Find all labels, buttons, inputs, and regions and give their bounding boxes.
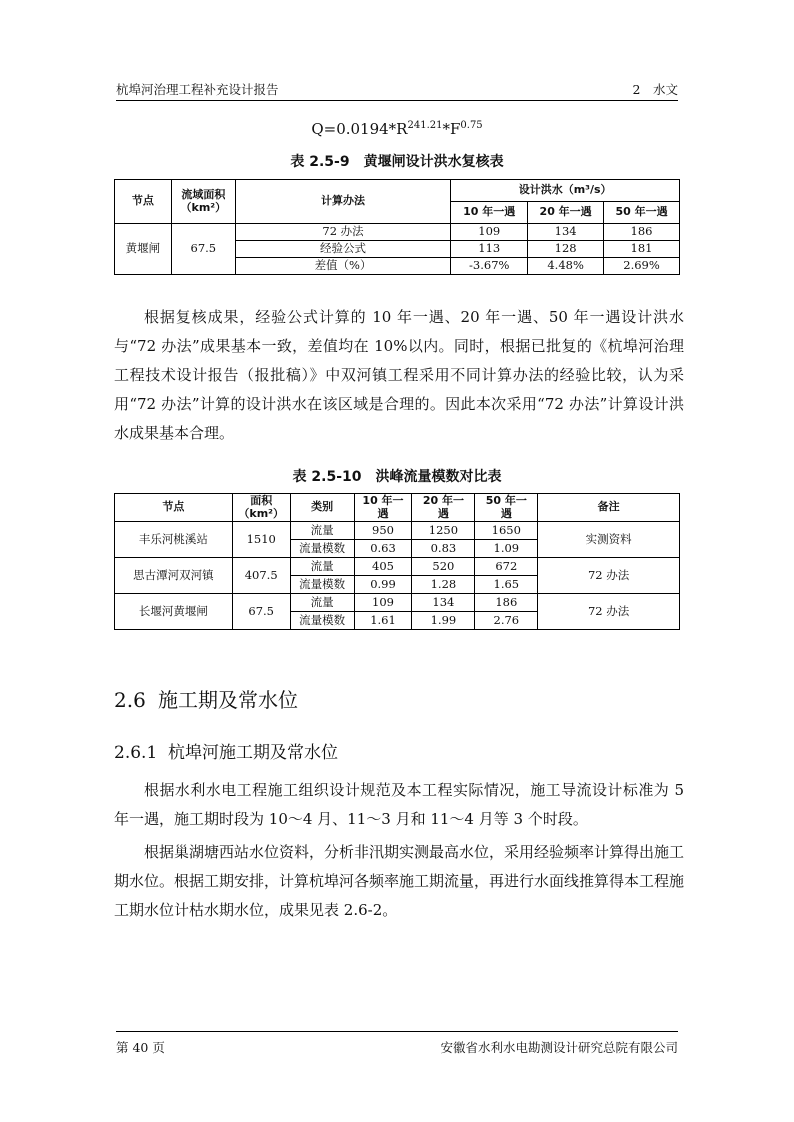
t2-v10: 0.63 bbox=[354, 540, 412, 558]
t2-type: 流量模数 bbox=[290, 576, 354, 594]
t1-h-p50: 50 年一遇 bbox=[604, 202, 680, 224]
flood-modulus-table bbox=[114, 493, 680, 630]
page-footer bbox=[116, 1031, 678, 1054]
formula-base: Q=0.0194*R bbox=[311, 120, 408, 138]
t2-v50: 672 bbox=[475, 558, 538, 576]
t1-h-node: 节点 bbox=[115, 180, 172, 224]
t2-type: 流量 bbox=[290, 594, 354, 612]
t2-h-node: 节点 bbox=[115, 494, 233, 522]
t2-v20: 1.28 bbox=[412, 576, 475, 594]
t2-note: 72 办法 bbox=[538, 594, 680, 630]
t2-v20: 520 bbox=[412, 558, 475, 576]
t2-type: 流量模数 bbox=[290, 612, 354, 630]
t2-area: 407.5 bbox=[232, 558, 290, 594]
t2-h-area: 面积 （km²） bbox=[232, 494, 290, 522]
t2-v10: 109 bbox=[354, 594, 412, 612]
t1-method: 72 办法 bbox=[235, 224, 450, 241]
paragraph-1: 根据复核成果，经验公式计算的 10 年一遇、20 年一遇、50 年一遇设计洪水与“72 办法”成果基本一致，差值均在 10%以内。同时，根据已批复的《杭埠河治理工程技术设计报告（报批稿）》中双河镇工程采用不同计算办法的经验比较，认为采用“72 办法”计算的设计洪水在该区域是合理的。因此本次采用“72 办法”计算设计洪水成果基本合理。 bbox=[114, 308, 684, 442]
t2-v10: 405 bbox=[354, 558, 412, 576]
flood-check-table bbox=[114, 179, 680, 275]
t2-v10: 0.99 bbox=[354, 576, 412, 594]
t1-v20: 134 bbox=[528, 224, 604, 241]
t2-h-p20: 20 年一 遇 bbox=[412, 494, 475, 522]
page-header bbox=[116, 80, 678, 101]
t2-v50: 186 bbox=[475, 594, 538, 612]
t2-type: 流量 bbox=[290, 558, 354, 576]
t2-node: 长堰河黄堰闸 bbox=[115, 594, 233, 630]
t1-method: 经验公式 bbox=[235, 241, 450, 258]
t1-h-area: 流域面积 （km²） bbox=[171, 180, 235, 224]
table2-caption: 表 2.5-10 洪峰流量模数对比表 bbox=[292, 469, 502, 485]
table-row bbox=[115, 594, 680, 612]
formula-exp2: 0.75 bbox=[460, 120, 483, 131]
t1-h-method: 计算办法 bbox=[235, 180, 450, 224]
t1-node: 黄堰闸 bbox=[115, 224, 172, 275]
header-title: 杭埠河治理工程补充设计报告 bbox=[116, 82, 279, 97]
formula bbox=[0, 120, 794, 138]
t1-v50: 186 bbox=[604, 224, 680, 241]
t2-area: 1510 bbox=[232, 522, 290, 558]
header-chapter: 2 水文 bbox=[632, 82, 678, 97]
t2-area: 67.5 bbox=[232, 594, 290, 630]
t2-note: 实测资料 bbox=[538, 522, 680, 558]
subsection-heading bbox=[114, 738, 338, 763]
t2-v20: 1250 bbox=[412, 522, 475, 540]
t1-area: 67.5 bbox=[171, 224, 235, 275]
t1-method: 差值（%） bbox=[235, 258, 450, 275]
t2-h-note: 备注 bbox=[538, 494, 680, 522]
paragraph-3: 根据巢湖塘西站水位资料，分析非汛期实测最高水位，采用经验频率计算得出施工期水位。根据工期安排，计算杭埠河各频率施工期流量，再进行水面线推算得本工程施工期水位计枯水期水位，成果见表 2.6-2。 bbox=[114, 843, 685, 919]
t1-v10: 109 bbox=[451, 224, 528, 241]
t2-type: 流量模数 bbox=[290, 540, 354, 558]
table-row bbox=[115, 224, 680, 241]
t1-h-p20: 20 年一遇 bbox=[528, 202, 604, 224]
t2-note: 72 办法 bbox=[538, 558, 680, 594]
subsection-title: 杭埠河施工期及常水位 bbox=[168, 743, 338, 763]
t1-v20: 128 bbox=[528, 241, 604, 258]
formula-mid: *F bbox=[442, 120, 461, 138]
t2-v20: 0.83 bbox=[412, 540, 475, 558]
footer-page-number: 第 40 页 bbox=[116, 1040, 165, 1055]
t1-h-flood: 设计洪水（m³/s） bbox=[451, 180, 680, 202]
t2-v20: 134 bbox=[412, 594, 475, 612]
table1-caption: 表 2.5-9 黄堰闸设计洪水复核表 bbox=[290, 154, 504, 170]
section-title: 施工期及常水位 bbox=[158, 688, 298, 712]
t1-v50: 2.69% bbox=[604, 258, 680, 275]
section-number: 2.6 bbox=[114, 688, 146, 712]
t2-h-p50: 50 年一 遇 bbox=[475, 494, 538, 522]
t1-h-p10: 10 年一遇 bbox=[451, 202, 528, 224]
t1-v50: 181 bbox=[604, 241, 680, 258]
t2-v50: 1650 bbox=[475, 522, 538, 540]
t2-h-p10: 10 年一 遇 bbox=[354, 494, 412, 522]
section-heading bbox=[114, 684, 298, 713]
t2-v10: 950 bbox=[354, 522, 412, 540]
t2-type: 流量 bbox=[290, 522, 354, 540]
t2-v50: 2.76 bbox=[475, 612, 538, 630]
t2-v10: 1.61 bbox=[354, 612, 412, 630]
t2-node: 丰乐河桃溪站 bbox=[115, 522, 233, 558]
footer-organization: 安徽省水利水电勘测设计研究总院有限公司 bbox=[440, 1040, 678, 1055]
t2-node: 思古潭河双河镇 bbox=[115, 558, 233, 594]
t1-v10: -3.67% bbox=[451, 258, 528, 275]
formula-exp1: 241.21 bbox=[407, 120, 443, 131]
t2-v50: 1.65 bbox=[475, 576, 538, 594]
t1-v10: 113 bbox=[451, 241, 528, 258]
paragraph-2: 根据水利水电工程施工组织设计规范及本工程实际情况，施工导流设计标准为 5 年一遇，施工期时段为 10～4 月、11～3 月和 11～4 月等 3 个时段。 bbox=[114, 781, 684, 828]
t2-v50: 1.09 bbox=[475, 540, 538, 558]
t1-v20: 4.48% bbox=[528, 258, 604, 275]
table-row bbox=[115, 558, 680, 576]
table-row bbox=[115, 522, 680, 540]
subsection-number: 2.6.1 bbox=[114, 743, 158, 763]
t2-h-type: 类别 bbox=[290, 494, 354, 522]
t2-v20: 1.99 bbox=[412, 612, 475, 630]
